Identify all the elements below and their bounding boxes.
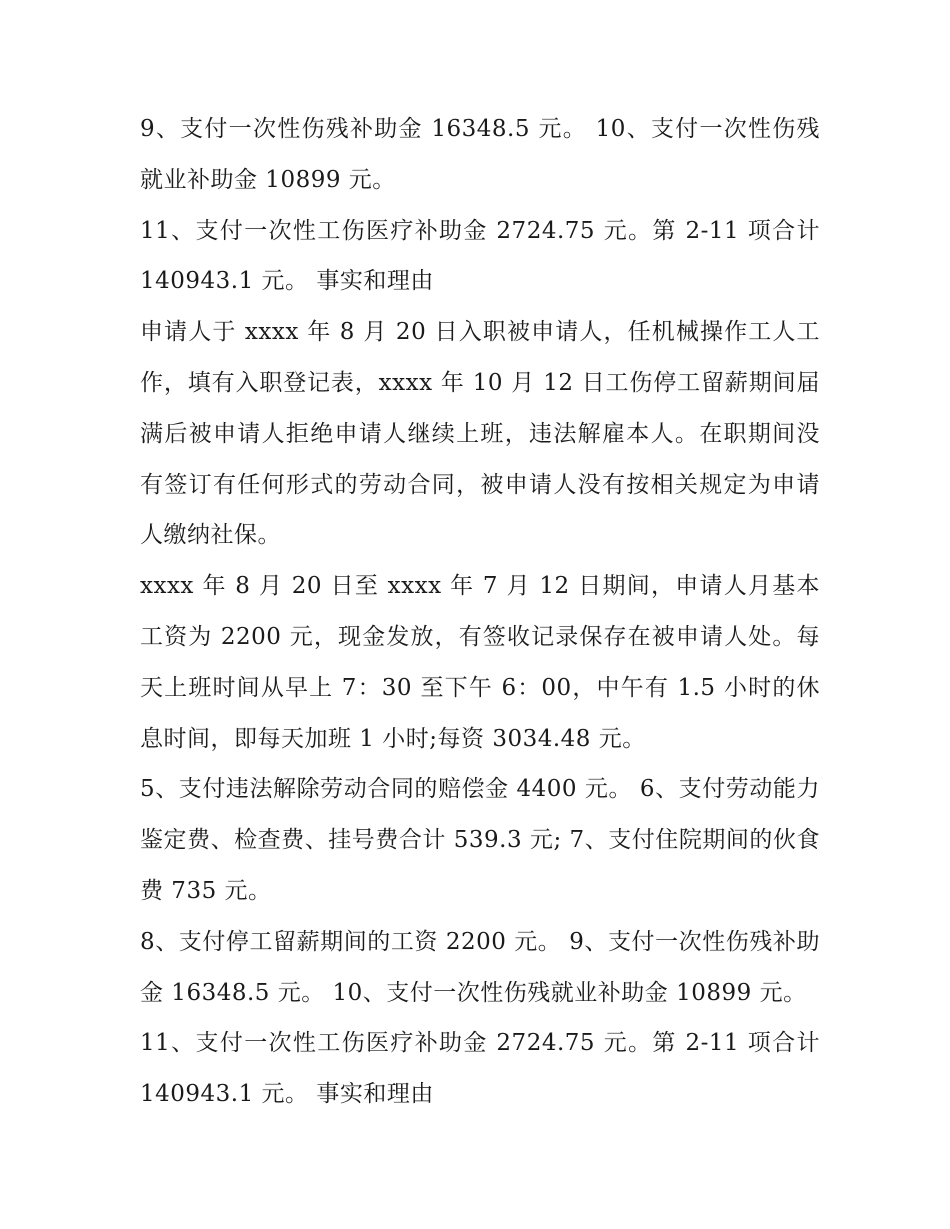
paragraph-wage-facts: xxxx 年 8 月 20 日至 xxxx 年 7 月 12 日期间，申请人月基本工资为 2200 元，现金发放，有签收记录保存在被申请人处。每天上班时间从早上 7：30 至下午 6：00，中午有 1.5 小时的休息时间，即每天加班 1 小时;每资 3034.48 元。 [140, 573, 820, 752]
paragraph-compensation-8-10: 8、支付停工留薪期间的工资 2200 元。 9、支付一次性伤残补助金 16348.5 元。 10、支付一次性伤残就业补助金 10899 元。 [140, 928, 820, 1006]
paragraph-employment-facts: 申请人于 xxxx 年 8 月 20 日入职被申请人，任机械操作工人工作，填有入职登记表，xxxx 年 10 月 12 日工伤停工留薪期间届满后被申请人拒绝申请人继续上班，违法解雇本人。在职期间没有签订有任何形式的劳动合同，被申请人没有按相关规定为申请人缴纳社保。 [140, 319, 820, 549]
document-body [140, 104, 820, 1120]
paragraph-compensation-5-7: 5、支付违法解除劳动合同的赔偿金 4400 元。 6、支付劳动能力鉴定费、检查费、挂号费合计 539.3 元; 7、支付住院期间的伙食费 735 元。 [140, 776, 820, 904]
paragraph-compensation-9-10: 9、支付一次性伤残补助金 16348.5 元。 10、支付一次性伤残就业补助金 10899 元。 [140, 116, 820, 193]
paragraph-compensation-11-total-repeat: 11、支付一次性工伤医疗补助金 2724.75 元。第 2-11 项合计 140943.1 元。 事实和理由 [140, 1030, 820, 1108]
paragraph-compensation-11-total: 11、支付一次性工伤医疗补助金 2724.75 元。第 2-11 项合计 140943.1 元。 事实和理由 [140, 217, 820, 295]
